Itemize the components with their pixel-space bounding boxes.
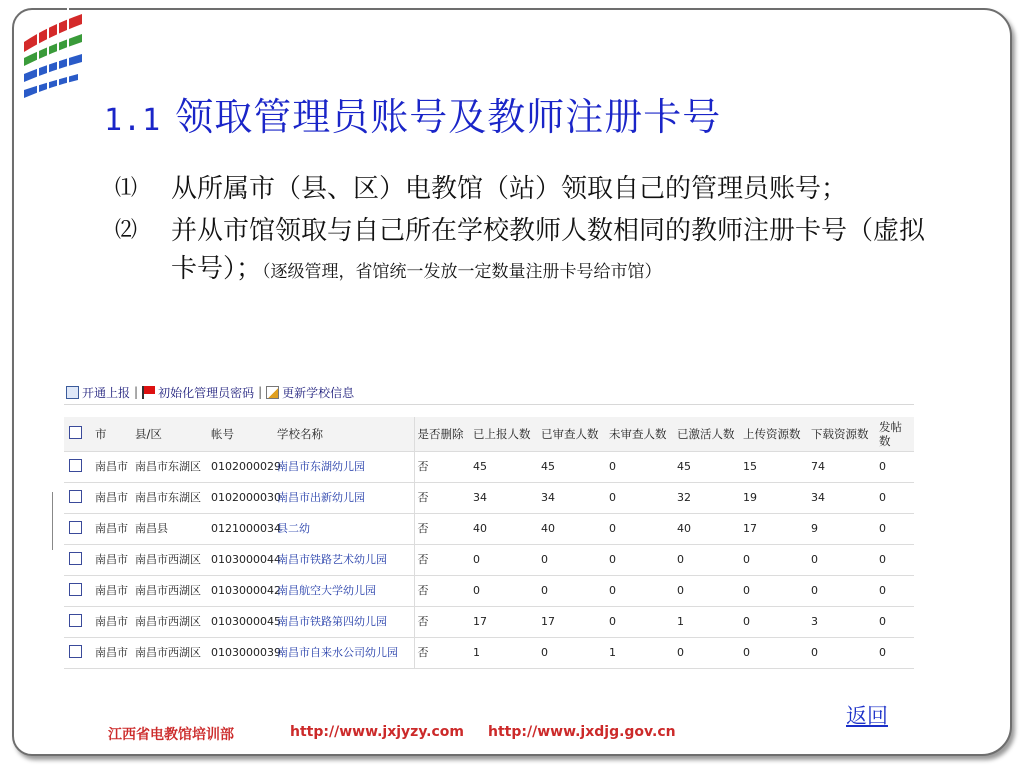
footer	[108, 724, 708, 748]
open-report-button[interactable]	[66, 384, 130, 401]
table-body	[64, 452, 914, 669]
school-name-link[interactable]: 南昌航空大学幼儿园	[274, 576, 414, 607]
table-cell: 南昌市	[92, 452, 132, 483]
item-text: 从所属市（县、区）电教馆（站）领取自己的管理员账号；	[171, 174, 848, 204]
table-cell: 0	[808, 638, 876, 669]
column-header[interactable]: 发帖数	[876, 417, 914, 452]
table-cell: 17	[470, 607, 538, 638]
table-cell: 南昌市	[92, 483, 132, 514]
table-row[interactable]	[64, 607, 914, 638]
table-cell: 45	[674, 452, 740, 483]
table-cell: 0103000039	[208, 638, 274, 669]
instruction-item-1	[115, 170, 925, 208]
select-all-cell[interactable]	[64, 417, 92, 452]
table-cell: 南昌市	[92, 514, 132, 545]
table-cell: 0	[674, 638, 740, 669]
column-header[interactable]: 下载资源数	[808, 417, 876, 452]
row-select-cell[interactable]	[64, 638, 92, 669]
table-cell: 南昌市西湖区	[132, 638, 208, 669]
table-cell: 0	[876, 607, 914, 638]
table-cell: 0	[808, 576, 876, 607]
table-row[interactable]	[64, 545, 914, 576]
table-cell: 17	[740, 514, 808, 545]
table-cell: 南昌市	[92, 576, 132, 607]
row-select-cell[interactable]	[64, 607, 92, 638]
column-header[interactable]: 是否删除	[414, 417, 470, 452]
item-marker: ⑵	[115, 218, 138, 243]
table-cell: 南昌县	[132, 514, 208, 545]
table-cell: 17	[538, 607, 606, 638]
school-name-link[interactable]: 南昌市铁路艺术幼儿园	[274, 545, 414, 576]
table-cell: 0	[674, 545, 740, 576]
table-cell: 否	[414, 483, 470, 514]
column-header[interactable]: 学校名称	[274, 417, 414, 452]
row-checkbox[interactable]	[69, 614, 82, 627]
table-cell: 0	[808, 545, 876, 576]
table-cell: 否	[414, 452, 470, 483]
table-row[interactable]	[64, 452, 914, 483]
table-cell: 否	[414, 638, 470, 669]
item-marker: ⑴	[115, 176, 138, 201]
table-cell: 1	[674, 607, 740, 638]
title-number: 1.1	[104, 103, 162, 138]
column-header[interactable]: 已上报人数	[470, 417, 538, 452]
table-cell: 0	[876, 483, 914, 514]
table-cell: 0	[876, 576, 914, 607]
init-admin-password-label: 初始化管理员密码	[158, 385, 255, 400]
table-cell: 南昌市东湖区	[132, 483, 208, 514]
column-header[interactable]: 已激活人数	[674, 417, 740, 452]
toolbar-separator: |	[134, 385, 139, 399]
table-row[interactable]	[64, 576, 914, 607]
table-cell: 0102000030	[208, 483, 274, 514]
table-row[interactable]	[64, 638, 914, 669]
table-cell: 0	[876, 452, 914, 483]
table-cell: 0	[740, 545, 808, 576]
table-cell: 19	[740, 483, 808, 514]
footer-org: 江西省电教馆培训部	[108, 727, 234, 743]
table-cell: 0	[606, 607, 674, 638]
table-cell: 0	[470, 545, 538, 576]
table-cell: 0	[674, 576, 740, 607]
edit-icon	[266, 386, 279, 399]
column-header[interactable]: 县/区	[132, 417, 208, 452]
table-cell: 0	[740, 638, 808, 669]
row-checkbox[interactable]	[69, 521, 82, 534]
table-cell: 40	[470, 514, 538, 545]
table-cell: 0121000034	[208, 514, 274, 545]
toolbar	[64, 380, 914, 405]
row-select-cell[interactable]	[64, 576, 92, 607]
school-name-link[interactable]: 南昌市自来水公司幼儿园	[274, 638, 414, 669]
table-cell: 0	[606, 545, 674, 576]
table-cell: 0	[538, 638, 606, 669]
row-select-cell[interactable]	[64, 514, 92, 545]
divider	[52, 492, 53, 550]
table-cell: 9	[808, 514, 876, 545]
table-cell: 否	[414, 607, 470, 638]
table-cell: 0103000045	[208, 607, 274, 638]
table-cell: 0	[606, 576, 674, 607]
table-cell: 0	[606, 514, 674, 545]
column-header[interactable]: 已审查人数	[538, 417, 606, 452]
table-cell: 74	[808, 452, 876, 483]
row-checkbox[interactable]	[69, 583, 82, 596]
table-cell: 40	[674, 514, 740, 545]
table-cell: 0	[876, 514, 914, 545]
table-cell: 0	[876, 545, 914, 576]
item-text: 并从市馆领取与自己所在学校教师人数相同的教师注册卡号（虚拟卡号）；	[171, 216, 926, 284]
row-checkbox[interactable]	[69, 490, 82, 503]
footer-url-1[interactable]: http://www.jxjyzy.com	[290, 724, 464, 740]
instruction-list	[115, 170, 925, 291]
table-cell: 0102000029	[208, 452, 274, 483]
table-cell: 0	[740, 607, 808, 638]
table-cell: 南昌市	[92, 607, 132, 638]
table-cell: 0103000042	[208, 576, 274, 607]
row-checkbox[interactable]	[69, 645, 82, 658]
column-header[interactable]: 上传资源数	[740, 417, 808, 452]
school-management-screenshot	[64, 380, 914, 680]
table-cell: 南昌市西湖区	[132, 576, 208, 607]
table-cell: 15	[740, 452, 808, 483]
table-cell: 否	[414, 576, 470, 607]
table-cell: 34	[808, 483, 876, 514]
table-row[interactable]	[64, 483, 914, 514]
table-cell: 0	[470, 576, 538, 607]
row-select-cell[interactable]	[64, 483, 92, 514]
footer-url-2[interactable]: http://www.jxdjg.gov.cn	[488, 724, 676, 740]
column-header[interactable]: 未审查人数	[606, 417, 674, 452]
table-cell: 45	[538, 452, 606, 483]
table-cell: 32	[674, 483, 740, 514]
title-text: 领取管理员账号及教师注册卡号	[175, 95, 722, 139]
table-cell: 0103000044	[208, 545, 274, 576]
school-table	[64, 417, 914, 669]
table-row[interactable]	[64, 514, 914, 545]
school-name-link[interactable]: 县二幼	[274, 514, 414, 545]
row-checkbox[interactable]	[69, 459, 82, 472]
table-header-row	[64, 417, 914, 452]
table-cell: 0	[538, 576, 606, 607]
row-checkbox[interactable]	[69, 552, 82, 565]
table-cell: 南昌市	[92, 638, 132, 669]
update-school-info-label: 更新学校信息	[282, 385, 355, 400]
table-cell: 3	[808, 607, 876, 638]
open-report-label: 开通上报	[82, 385, 131, 400]
table-cell: 南昌市西湖区	[132, 545, 208, 576]
table-cell: 1	[606, 638, 674, 669]
row-select-cell[interactable]	[64, 545, 92, 576]
item-note: （逐级管理，省馆统一发放一定数量注册卡号给市馆）	[262, 262, 662, 282]
school-name-link[interactable]: 南昌市东湖幼儿园	[274, 452, 414, 483]
toolbar-separator: |	[258, 385, 263, 399]
table-cell: 45	[470, 452, 538, 483]
table-cell: 34	[470, 483, 538, 514]
table-cell: 南昌市	[92, 545, 132, 576]
school-name-link[interactable]: 南昌市出新幼儿园	[274, 483, 414, 514]
table-cell: 0	[876, 638, 914, 669]
table-cell: 0	[740, 576, 808, 607]
table-cell: 否	[414, 514, 470, 545]
select-all-checkbox[interactable]	[69, 426, 82, 439]
logo-icon	[18, 6, 90, 106]
school-name-link[interactable]: 南昌市铁路第四幼儿园	[274, 607, 414, 638]
table-cell: 否	[414, 545, 470, 576]
update-school-info-button[interactable]	[266, 384, 354, 401]
row-select-cell[interactable]	[64, 452, 92, 483]
slide-title	[104, 86, 721, 141]
column-header[interactable]: 市	[92, 417, 132, 452]
table-cell: 南昌市东湖区	[132, 452, 208, 483]
instruction-item-2	[115, 212, 925, 291]
table-cell: 0	[606, 483, 674, 514]
table-cell: 南昌市西湖区	[132, 607, 208, 638]
save-icon	[66, 386, 79, 399]
flag-icon	[142, 386, 155, 399]
column-header[interactable]: 帐号	[208, 417, 274, 452]
table-cell: 34	[538, 483, 606, 514]
table-cell: 0	[538, 545, 606, 576]
table-cell: 40	[538, 514, 606, 545]
init-admin-password-button[interactable]	[142, 384, 254, 401]
table-cell: 1	[470, 638, 538, 669]
table-cell: 0	[606, 452, 674, 483]
back-link[interactable]: 返回	[846, 704, 888, 728]
